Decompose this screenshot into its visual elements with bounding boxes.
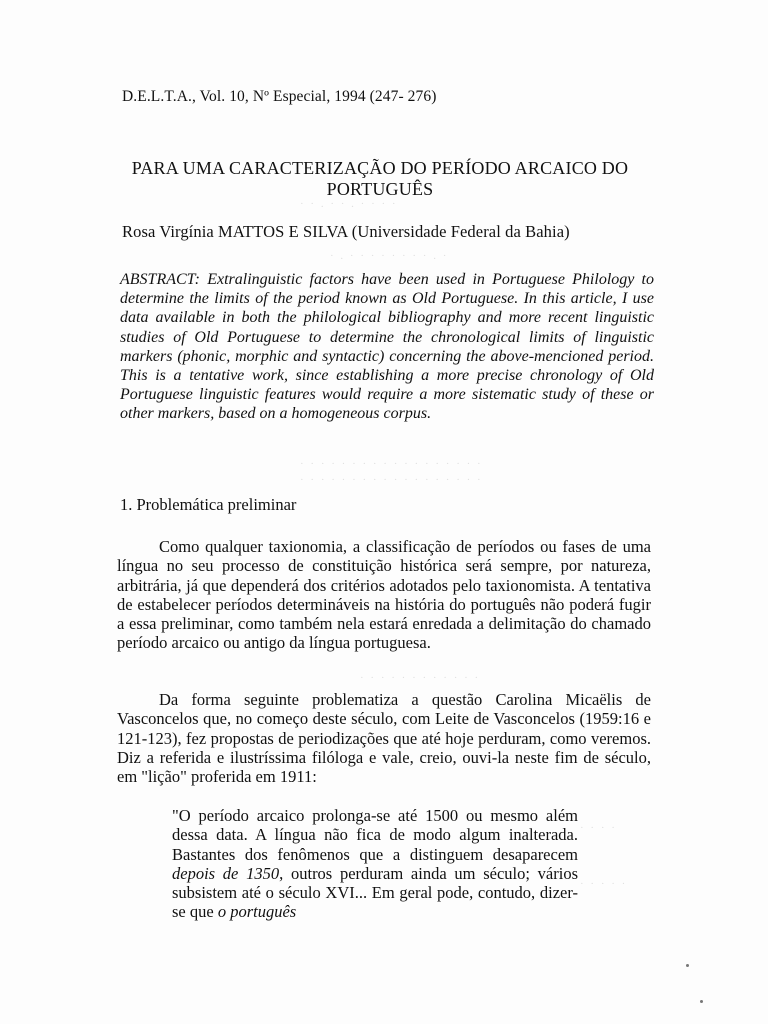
paragraph-1: Como qualquer taxionomia, a classificação de períodos ou fases de uma língua no seu processo de constituição histórica será sempre, por natureza, arbitrária, já que dependerá dos critérios adotados pelo taxionomista. A tentativa de estabelecer períodos determináveis na história do português não poderá fugir a essa preliminar, como também nela estará enredada a delimitação do chamado período arcaico ou antigo da língua portuguesa. — [117, 537, 651, 653]
quote-text-1: "O período arcaico prolonga-se até 1500 ou mesmo além dessa data. A língua não fica de modo algum inalterada. Bastantes dos fenômenos que a distinguem desaparecem — [172, 806, 578, 864]
journal-citation: D.E.L.T.A., Vol. 10, Nº Especial, 1994 (247- 276) — [122, 88, 437, 105]
scan-noise: · · . · · . · · · · — [300, 198, 398, 210]
scan-noise: · · · · · · · · · · · · · · · · · · — [300, 458, 483, 470]
scan-noise: · · · · · — [580, 878, 628, 890]
scan-speck — [686, 964, 689, 967]
abstract — [120, 270, 654, 424]
author-affiliation: Rosa Virgínia MATTOS E SILVA (Universidade Federal da Bahia) — [122, 222, 570, 241]
quote-emphasis-2: o português — [217, 902, 297, 922]
article-title: PARA UMA CARACTERIZAÇÃO DO PERÍODO ARCAICO DO PORTUGUÊS — [131, 158, 629, 199]
scan-noise: · · · · · · · · · · · · · · · · · · — [300, 474, 483, 486]
abstract-label: ABSTRACT: — [120, 271, 201, 288]
scan-noise: · · · · · · · · · · · · — [360, 672, 481, 684]
paragraph-2: Da forma seguinte problematiza a questão Carolina Micaëlis de Vasconcelos que, no começo deste século, com Leite de Vasconcelos (1959:16 e 121-123), fez propostas de periodizações que até hoje perduram, como veremos. Diz a referida e ilustríssima filóloga e vale, creio, ouvi-la neste fim de século, em "lição" proferida em 1911: — [117, 690, 651, 787]
quote-emphasis-1: depois de 1350 — [172, 863, 280, 883]
quote-text-2: , outros perduram ainda um século; vários subsistem até o século XVI... Em geral pode, contudo, dizer-se que — [172, 863, 578, 922]
scan-noise: · . · · · · · · · · . · — [330, 250, 449, 262]
block-quote — [172, 806, 578, 922]
scan-noise: · · · · — [580, 822, 617, 834]
scan-speck — [700, 1000, 703, 1003]
section-heading: 1. Problemática preliminar — [120, 495, 297, 514]
abstract-text: Extralinguistic factors have been used in Portuguese Philology to determine the limits of the period known as Old Portuguese. In this article, I use data available in both the philological bibliography and more recent linguistic studies of Old Portuguese to determine the chronological limits of linguistic markers (phonic, morphic and syntactic) concerning the above-mencioned period. This is a tentative work, since establishing a more precise chronology of Old Portuguese linguistic features would require a more sistematic study of these or other markers, based on a homogeneous corpus. — [120, 271, 655, 423]
